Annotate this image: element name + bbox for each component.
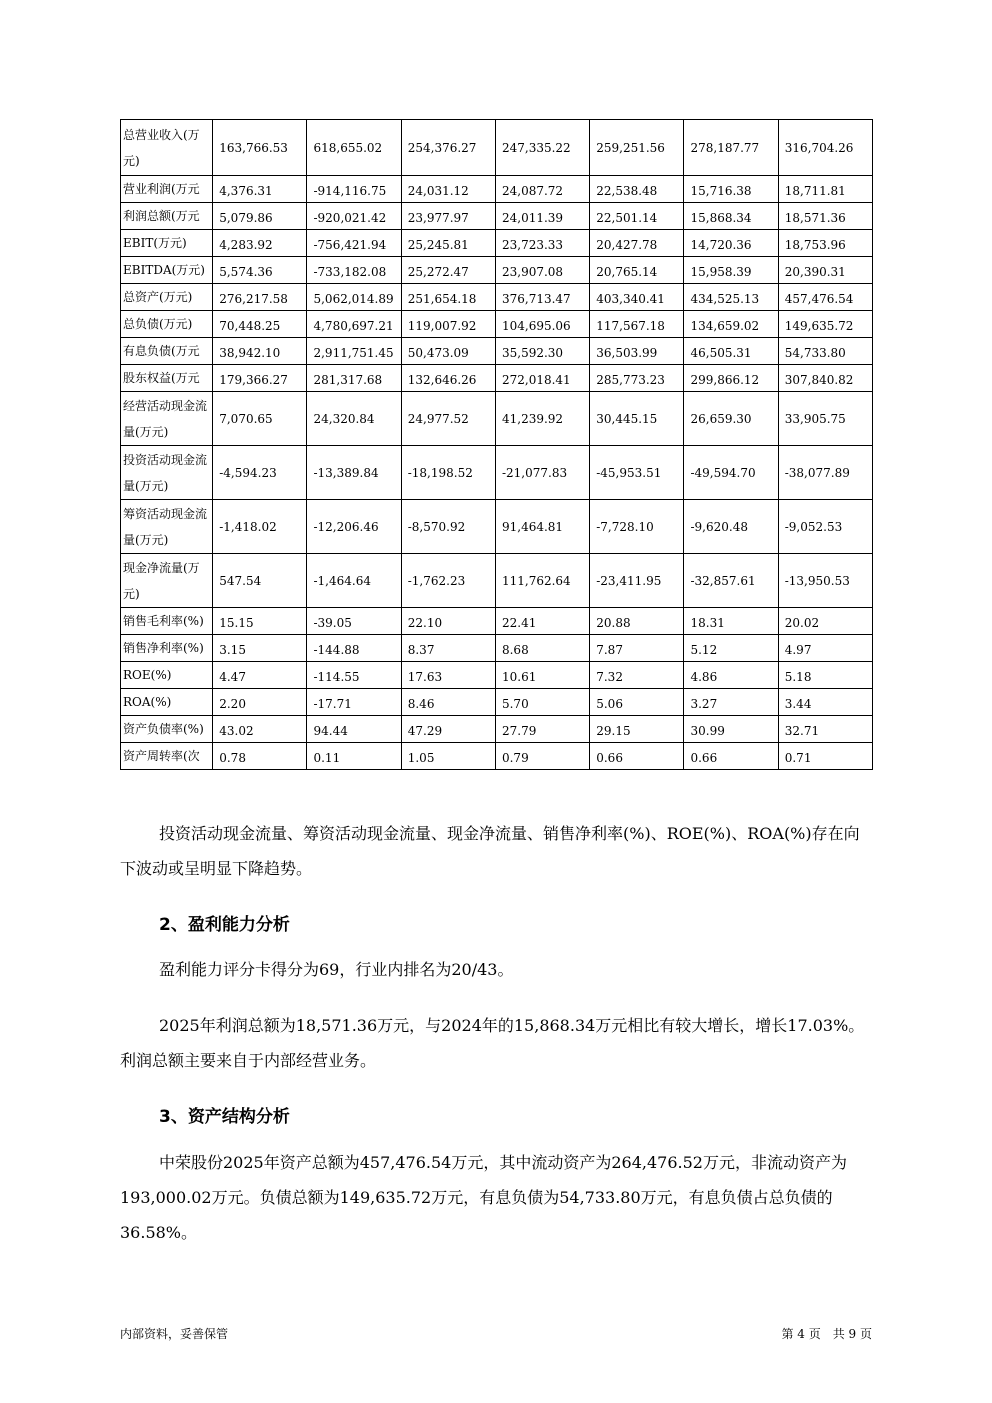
table-cell: 54,733.80 [778,338,872,365]
profit-detail-paragraph: 2025年利润总额为18,571.36万元，与2024年的15,868.34万元相比有较大增长，增长17.03%。利润总额主要来自于内部经营业务。 [120,1016,865,1070]
table-cell: 457,476.54 [778,284,872,311]
row-label: 总负债(万元) [121,311,213,338]
table-cell: -9,620.48 [684,500,778,554]
row-label: 资产负债率(%) [121,716,213,743]
table-cell: 22.41 [495,608,589,635]
trend-paragraph: 投资活动现金流量、筹资活动现金流量、现金净流量、销售净利率(%)、ROE(%)、ROA(%)存在向下波动或呈明显下降趋势。 [120,824,860,878]
table-row [121,554,873,608]
row-label: 投资活动现金流量(万元) [121,446,213,500]
table-cell: 18,711.81 [778,176,872,203]
table-cell: 29.15 [590,716,684,743]
table-cell: 285,773.23 [590,365,684,392]
table-cell: 132,646.26 [401,365,495,392]
table-cell: 15,868.34 [684,203,778,230]
table-row [121,230,873,257]
table-cell: 163,766.53 [213,120,307,176]
table-cell: 36,503.99 [590,338,684,365]
table-cell: 10.61 [495,662,589,689]
table-row [121,716,873,743]
table-cell: 70,448.25 [213,311,307,338]
table-cell: 25,245.81 [401,230,495,257]
table-cell: 316,704.26 [778,120,872,176]
row-label: 销售毛利率(%) [121,608,213,635]
table-cell: 7.32 [590,662,684,689]
table-cell: -18,198.52 [401,446,495,500]
table-cell: 22.10 [401,608,495,635]
table-row [121,635,873,662]
table-cell: 4.86 [684,662,778,689]
table-cell: 14,720.36 [684,230,778,257]
table-cell: 23,977.97 [401,203,495,230]
table-cell: 47.29 [401,716,495,743]
table-row [121,176,873,203]
table-cell: -9,052.53 [778,500,872,554]
table-cell: 547.54 [213,554,307,608]
section-heading-asset-structure: 3、资产结构分析 [159,1107,290,1127]
table-cell: -38,077.89 [778,446,872,500]
row-label: 筹资活动现金流量(万元) [121,500,213,554]
table-cell: 4.47 [213,662,307,689]
table-cell: 278,187.77 [684,120,778,176]
table-cell: -756,421.94 [307,230,401,257]
table-cell: 376,713.47 [495,284,589,311]
table-cell: -13,389.84 [307,446,401,500]
table-cell: 3.44 [778,689,872,716]
table-cell: 179,366.27 [213,365,307,392]
table-cell: 3.27 [684,689,778,716]
table-cell: -32,857.61 [684,554,778,608]
table-cell: 8.68 [495,635,589,662]
table-cell: 4,283.92 [213,230,307,257]
table-cell: 0.11 [307,743,401,770]
table-row [121,284,873,311]
table-cell: -49,594.70 [684,446,778,500]
table-cell: 22,501.14 [590,203,684,230]
table-cell: 91,464.81 [495,500,589,554]
table-cell: -4,594.23 [213,446,307,500]
row-label: 利润总额(万元 [121,203,213,230]
table-cell: 259,251.56 [590,120,684,176]
table-cell: 5.70 [495,689,589,716]
table-cell: 4,376.31 [213,176,307,203]
row-label: 经营活动现金流量(万元) [121,392,213,446]
table-cell: 43.02 [213,716,307,743]
table-cell: 5,079.86 [213,203,307,230]
table-cell: 0.79 [495,743,589,770]
table-cell: 4,780,697.21 [307,311,401,338]
table-cell: 18.31 [684,608,778,635]
table-row [121,689,873,716]
table-cell: 119,007.92 [401,311,495,338]
table-cell: 41,239.92 [495,392,589,446]
table-cell: 38,942.10 [213,338,307,365]
row-label: EBITDA(万元) [121,257,213,284]
table-row [121,662,873,689]
table-row [121,743,873,770]
table-cell: 30.99 [684,716,778,743]
table-cell: 281,317.68 [307,365,401,392]
table-cell: 50,473.09 [401,338,495,365]
table-cell: -8,570.92 [401,500,495,554]
table-cell: 5.18 [778,662,872,689]
table-cell: -17.71 [307,689,401,716]
table-cell: 251,654.18 [401,284,495,311]
table-cell: 17.63 [401,662,495,689]
row-label: 销售净利率(%) [121,635,213,662]
table-cell: 307,840.82 [778,365,872,392]
table-cell: 24,977.52 [401,392,495,446]
table-cell: 20.88 [590,608,684,635]
table-cell: 7.87 [590,635,684,662]
table-cell: -45,953.51 [590,446,684,500]
table-cell: 18,571.36 [778,203,872,230]
table-cell: -733,182.08 [307,257,401,284]
table-row [121,120,873,176]
table-cell: 94.44 [307,716,401,743]
table-cell: 3.15 [213,635,307,662]
table-cell: 30,445.15 [590,392,684,446]
table-cell: -1,418.02 [213,500,307,554]
asset-detail-paragraph: 中荣股份2025年资产总额为457,476.54万元，其中流动资产为264,476.52万元，非流动资产为193,000.02万元。负债总额为149,635.72万元，有息负债为54,733.80万元，有息负债占总负债的36.58%。 [120,1153,847,1242]
table-cell: 2,911,751.45 [307,338,401,365]
table-cell: 7,070.65 [213,392,307,446]
table-cell: 15,958.39 [684,257,778,284]
table-cell: -39.05 [307,608,401,635]
table-row [121,446,873,500]
table-cell: -144.88 [307,635,401,662]
table-cell: 32.71 [778,716,872,743]
table-cell: 254,376.27 [401,120,495,176]
table-row [121,338,873,365]
table-cell: 2.20 [213,689,307,716]
table-cell: 24,087.72 [495,176,589,203]
table-cell: 0.71 [778,743,872,770]
table-cell: -114.55 [307,662,401,689]
table-cell: 149,635.72 [778,311,872,338]
table-cell: 117,567.18 [590,311,684,338]
row-label: 总营业收入(万元) [121,120,213,176]
table-cell: 0.78 [213,743,307,770]
table-cell: 276,217.58 [213,284,307,311]
table-cell: 20,427.78 [590,230,684,257]
table-cell: -7,728.10 [590,500,684,554]
table-cell: 8.37 [401,635,495,662]
row-label: ROA(%) [121,689,213,716]
table-cell: -13,950.53 [778,554,872,608]
row-label: ROE(%) [121,662,213,689]
table-row [121,608,873,635]
financial-table [120,119,873,770]
table-cell: -21,077.83 [495,446,589,500]
table-row [121,203,873,230]
table-cell: 0.66 [684,743,778,770]
row-label: 股东权益(万元 [121,365,213,392]
table-cell: 5.12 [684,635,778,662]
table-cell: 46,505.31 [684,338,778,365]
table-cell: 35,592.30 [495,338,589,365]
table-cell: 1.05 [401,743,495,770]
table-cell: 5,062,014.89 [307,284,401,311]
table-cell: -1,762.23 [401,554,495,608]
table-cell: 104,695.06 [495,311,589,338]
section-heading-profitability: 2、盈利能力分析 [159,915,290,935]
table-cell: 111,762.64 [495,554,589,608]
table-cell: 8.46 [401,689,495,716]
row-label: 资产周转率(次 [121,743,213,770]
table-cell: 403,340.41 [590,284,684,311]
table-cell: 247,335.22 [495,120,589,176]
table-cell: 5.06 [590,689,684,716]
table-row [121,311,873,338]
row-label: 营业利润(万元 [121,176,213,203]
table-cell: 24,031.12 [401,176,495,203]
table-cell: 26,659.30 [684,392,778,446]
table-cell: 0.66 [590,743,684,770]
table-cell: 272,018.41 [495,365,589,392]
table-cell: 618,655.02 [307,120,401,176]
table-row [121,500,873,554]
table-cell: 22,538.48 [590,176,684,203]
table-cell: -1,464.64 [307,554,401,608]
table-cell: 20,390.31 [778,257,872,284]
table-cell: 134,659.02 [684,311,778,338]
table-row [121,392,873,446]
financial-table-body [121,120,873,770]
table-row [121,257,873,284]
profit-score-paragraph: 盈利能力评分卡得分为69，行业内排名为20/43。 [159,960,514,979]
table-cell: -914,116.75 [307,176,401,203]
table-cell: 23,723.33 [495,230,589,257]
row-label: 总资产(万元) [121,284,213,311]
table-cell: 33,905.75 [778,392,872,446]
table-cell: 20.02 [778,608,872,635]
row-label: 现金净流量(万元) [121,554,213,608]
table-row [121,365,873,392]
table-cell: -23,411.95 [590,554,684,608]
table-cell: 23,907.08 [495,257,589,284]
table-cell: 15,716.38 [684,176,778,203]
table-cell: 15.15 [213,608,307,635]
table-cell: -12,206.46 [307,500,401,554]
table-cell: 20,765.14 [590,257,684,284]
table-cell: 27.79 [495,716,589,743]
table-cell: 25,272.47 [401,257,495,284]
footer-page-number: 第 4 页 共 9 页 [781,1327,872,1341]
footer-confidential-note: 内部资料，妥善保管 [120,1327,229,1341]
table-cell: 18,753.96 [778,230,872,257]
row-label: EBIT(万元) [121,230,213,257]
table-cell: 299,866.12 [684,365,778,392]
table-cell: 24,320.84 [307,392,401,446]
table-cell: 5,574.36 [213,257,307,284]
table-cell: 434,525.13 [684,284,778,311]
table-cell: -920,021.42 [307,203,401,230]
table-cell: 4.97 [778,635,872,662]
row-label: 有息负债(万元 [121,338,213,365]
table-cell: 24,011.39 [495,203,589,230]
